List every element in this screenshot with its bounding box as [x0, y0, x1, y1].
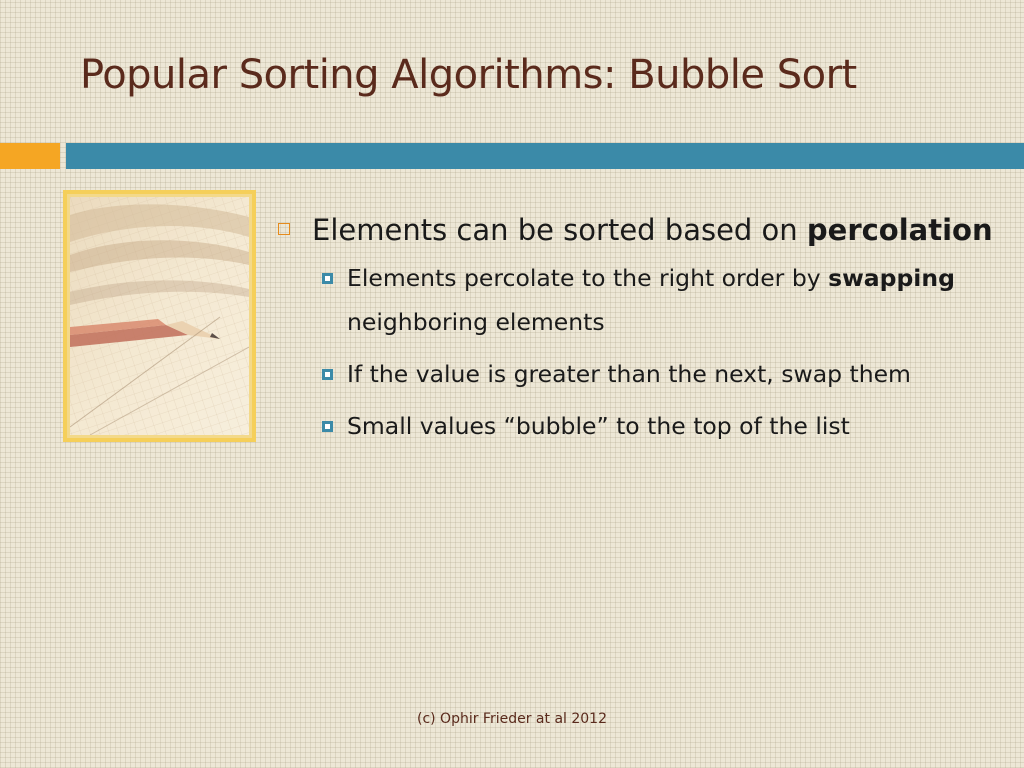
- picture-frame: [63, 190, 256, 442]
- sub-bullet-text-after: neighboring elements: [347, 308, 605, 336]
- accent-bar-teal: [66, 143, 1024, 169]
- filled-square-bullet-icon: [322, 273, 333, 284]
- filled-square-bullet-icon: [322, 369, 333, 380]
- sub-bullet-text: Elements percolate to the right order by: [347, 264, 829, 292]
- sub-list-item: [275, 352, 995, 396]
- slide-title: Popular Sorting Algorithms: Bubble Sort: [80, 52, 857, 98]
- pencil-on-graph-paper-image: [70, 197, 249, 435]
- footer-copyright: (c) Ophir Frieder at al 2012: [416, 711, 607, 727]
- sub-list-item: [275, 404, 995, 448]
- hollow-square-bullet-icon: [278, 223, 290, 235]
- sub-bullet-text: Small values “bubble” to the top of the list: [347, 412, 850, 440]
- bullet-bold-text: percolation: [806, 213, 993, 247]
- accent-bar-orange: [0, 143, 60, 169]
- sub-bullet-bold-text: swapping: [828, 264, 955, 292]
- sub-list-item: [275, 256, 995, 344]
- bullet-list: [275, 205, 995, 456]
- filled-square-bullet-icon: [322, 421, 333, 432]
- sub-bullet-text: If the value is greater than the next, swap them: [347, 360, 911, 388]
- list-item: [275, 205, 995, 255]
- sub-bullet-list: [275, 256, 995, 448]
- bullet-text: Elements can be sorted based on: [312, 213, 807, 247]
